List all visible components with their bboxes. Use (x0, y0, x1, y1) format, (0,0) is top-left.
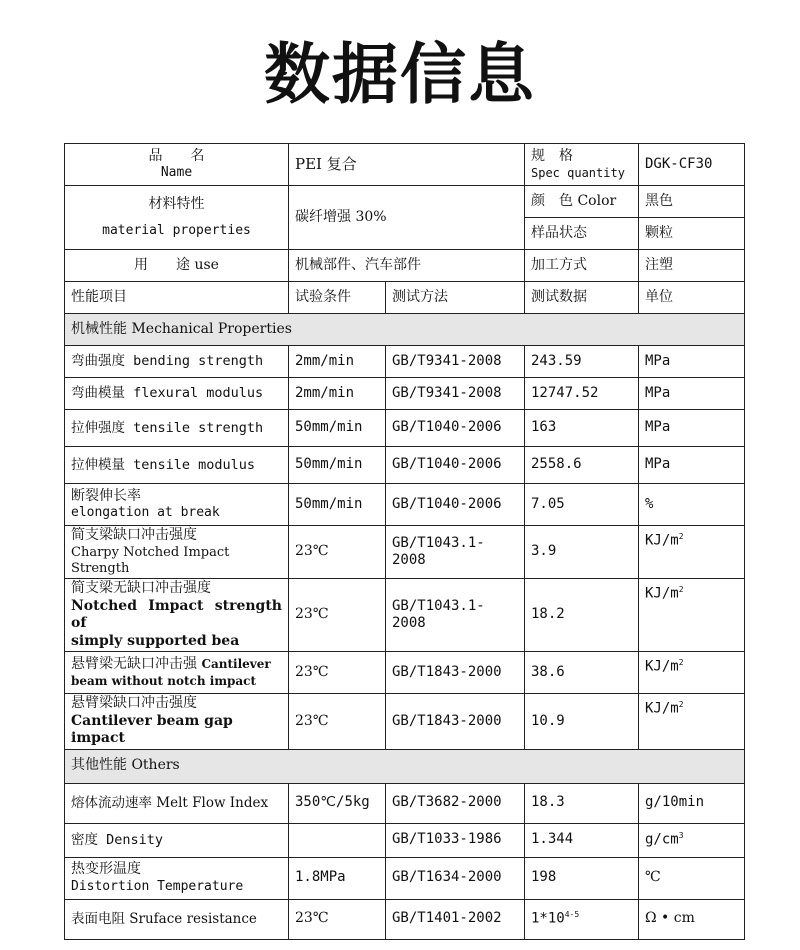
table-row (65, 410, 745, 447)
test-method: GB/T9341-2008 (386, 378, 525, 410)
test-condition: 50mm/min (289, 410, 386, 447)
property-name-cn: 断裂伸长率 (71, 487, 141, 504)
unit: Ω • cm (639, 899, 745, 939)
property-name: 拉伸强度 tensile strength (65, 410, 289, 447)
property-name: 弯曲模量 flexural modulus (65, 378, 289, 410)
page-title: 数据信息 (264, 36, 536, 113)
use-value: 机械部件、汽车部件 (289, 250, 525, 282)
value-superscript: 4-5 (564, 909, 580, 919)
property-name (65, 694, 289, 750)
property-name-en-line2: simply supported bea (71, 632, 240, 649)
table-row (65, 447, 745, 484)
unit: g/10min (639, 783, 745, 823)
table-row (65, 526, 745, 579)
unit (639, 652, 745, 694)
column-header-unit: 单位 (639, 282, 745, 314)
table-row (65, 694, 745, 750)
material-label-cn: 材料特性 (148, 195, 205, 212)
test-condition: 2mm/min (289, 346, 386, 378)
property-name-en: elongation at break (71, 505, 220, 521)
model-value: DGK-CF30 (639, 144, 745, 186)
test-method: GB/T1033-1986 (386, 823, 525, 857)
process-value: 注塑 (639, 250, 745, 282)
spec-label-cn: 规 格 (531, 148, 573, 165)
name-label-cn: 品 名 (148, 147, 205, 164)
property-name (65, 579, 289, 652)
property-name-en: Distortion Temperature (71, 878, 244, 894)
unit (639, 526, 745, 579)
name-label-en: Name (160, 165, 193, 181)
unit: MPa (639, 410, 745, 447)
color-value: 黑色 (639, 186, 745, 218)
column-header-method: 测试方法 (386, 282, 525, 314)
property-name (65, 526, 289, 579)
property-name-cn: 悬臂梁缺口冲击强度 (71, 695, 197, 711)
property-name (65, 484, 289, 526)
property-name: 弯曲强度 bending strength (65, 346, 289, 378)
test-value: 243.59 (525, 346, 639, 378)
property-name (65, 857, 289, 899)
test-method: GB/T9341-2008 (386, 346, 525, 378)
table-row (65, 346, 745, 378)
property-name-en-line1: Cantilever (201, 657, 271, 672)
unit-superscript: 2 (678, 658, 684, 667)
unit: MPa (639, 378, 745, 410)
test-value: 3.9 (525, 526, 639, 579)
test-method: GB/T1843-2000 (386, 652, 525, 694)
property-name: 表面电阻 Sruface resistance (65, 899, 289, 939)
test-value: 7.05 (525, 484, 639, 526)
test-method: GB/T1043.1-2008 (386, 579, 525, 652)
test-method: GB/T1043.1-2008 (386, 526, 525, 579)
property-name-en-line2: beam without notch impact (71, 673, 257, 688)
spec-label-en: Spec quantity (531, 165, 625, 180)
test-value: 163 (525, 410, 639, 447)
unit: MPa (639, 346, 745, 378)
test-condition: 23℃ (289, 526, 386, 579)
test-method: GB/T1040-2006 (386, 447, 525, 484)
property-name-cn: 热变形温度 (71, 861, 141, 878)
test-value: 18.3 (525, 783, 639, 823)
column-header-row (65, 282, 745, 314)
test-method: GB/T1040-2006 (386, 410, 525, 447)
unit-text: KJ/m (645, 658, 679, 675)
column-header-item: 性能项目 (65, 282, 289, 314)
test-value: 198 (525, 857, 639, 899)
product-name: PEI 复合 (289, 144, 525, 186)
material-value: 碳纤增强 30% (289, 186, 525, 250)
table-row (65, 857, 745, 899)
property-name-cn: 简支梁缺口冲击强度 (71, 527, 197, 543)
test-condition: 50mm/min (289, 447, 386, 484)
property-name-cn: 悬臂梁无缺口冲击强 (71, 656, 197, 673)
header-row-use (65, 250, 745, 282)
test-condition: 23℃ (289, 694, 386, 750)
test-method: GB/T1634-2000 (386, 857, 525, 899)
material-label-cell (65, 186, 289, 250)
test-condition: 23℃ (289, 579, 386, 652)
section-title-mechanical: 机械性能 Mechanical Properties (65, 314, 745, 346)
unit: % (639, 484, 745, 526)
property-name-en: Cantilever beam gap impact (71, 712, 233, 746)
unit: ℃ (639, 857, 745, 899)
unit (639, 579, 745, 652)
table-row (65, 378, 745, 410)
table-row (65, 579, 745, 652)
test-value: 1.344 (525, 823, 639, 857)
unit-text: KJ/m (645, 585, 679, 602)
test-value (525, 899, 639, 939)
unit (639, 694, 745, 750)
property-name: 熔体流动速率 Melt Flow Index (65, 783, 289, 823)
table-row (65, 484, 745, 526)
process-label: 加工方式 (525, 250, 639, 282)
value-text: 1*10 (531, 910, 565, 927)
test-value: 2558.6 (525, 447, 639, 484)
test-condition: 350℃/5kg (289, 783, 386, 823)
state-label: 样品状态 (525, 218, 639, 250)
test-condition: 1.8MPa (289, 857, 386, 899)
property-name-en-line1: Notched Impact strength of (71, 597, 282, 631)
unit-text: g/cm (645, 831, 679, 848)
test-method: GB/T1843-2000 (386, 694, 525, 750)
header-row-name (65, 144, 745, 186)
property-name-en: Charpy Notched Impact Strength (71, 544, 230, 576)
unit-superscript: 2 (678, 700, 684, 709)
section-row-mechanical (65, 314, 745, 346)
section-title-others: 其他性能 Others (65, 749, 745, 783)
column-header-value: 测试数据 (525, 282, 639, 314)
name-label-cell (65, 144, 289, 186)
data-sheet-table (64, 143, 745, 940)
state-value: 颗粒 (639, 218, 745, 250)
column-header-condition: 试验条件 (289, 282, 386, 314)
spec-label-cell (525, 144, 639, 186)
property-name: 密度 Density (65, 823, 289, 857)
table-row (65, 652, 745, 694)
material-label-en: material properties (102, 223, 251, 239)
test-method: GB/T1401-2002 (386, 899, 525, 939)
test-value: 18.2 (525, 579, 639, 652)
unit-superscript: 2 (678, 532, 684, 541)
test-value: 12747.52 (525, 378, 639, 410)
test-condition: 23℃ (289, 652, 386, 694)
property-name: 拉伸模量 tensile modulus (65, 447, 289, 484)
test-method: GB/T3682-2000 (386, 783, 525, 823)
unit-text: KJ/m (645, 532, 679, 549)
property-name-cn: 简支梁无缺口冲击强度 (71, 580, 211, 596)
table-row (65, 783, 745, 823)
test-value: 10.9 (525, 694, 639, 750)
unit-text: KJ/m (645, 700, 679, 717)
unit-superscript: 2 (678, 585, 684, 594)
test-condition: 50mm/min (289, 484, 386, 526)
test-condition (289, 823, 386, 857)
use-label: 用 途 use (65, 250, 289, 282)
color-label: 颜 色 Color (525, 186, 639, 218)
header-row-color (65, 186, 745, 218)
table-row (65, 823, 745, 857)
test-condition: 2mm/min (289, 378, 386, 410)
table-row (65, 899, 745, 939)
unit-superscript: 3 (678, 830, 684, 840)
section-row-others (65, 749, 745, 783)
unit: MPa (639, 447, 745, 484)
test-method: GB/T1040-2006 (386, 484, 525, 526)
property-name (65, 652, 289, 694)
unit (639, 823, 745, 857)
test-value: 38.6 (525, 652, 639, 694)
test-condition: 23℃ (289, 899, 386, 939)
